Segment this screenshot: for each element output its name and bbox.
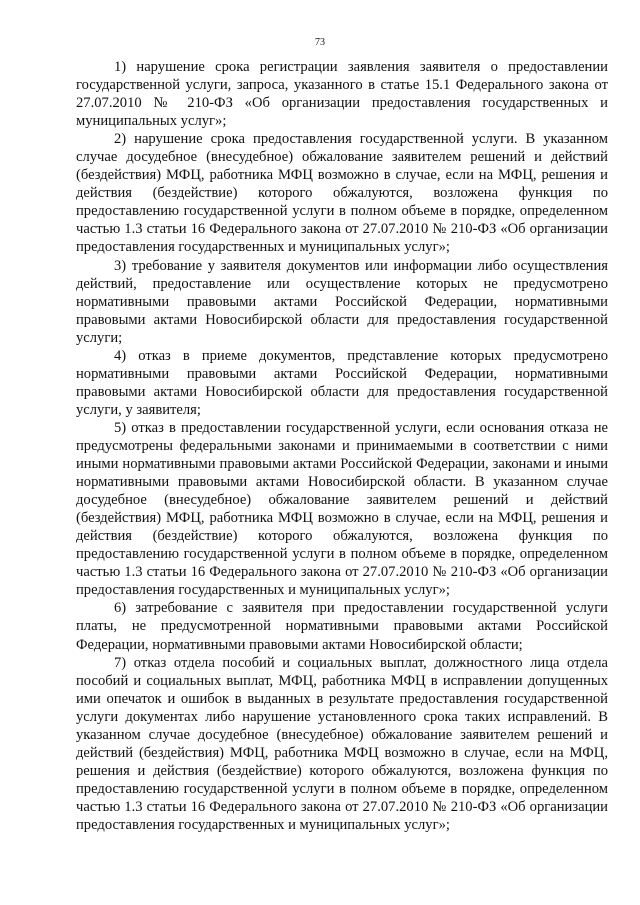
- page-number: 73: [315, 37, 325, 48]
- paragraph-item-4: 4) отказ в приеме документов, представление которых предусмотрено нормативными правовыми актами Российской Федерации, нормативными правовыми актами Новосибирской области для предоставления государственной услуги, у заявителя;: [76, 347, 608, 418]
- document-body: [76, 58, 608, 834]
- paragraph-item-6: 6) затребование с заявителя при предоставлении государственной услуги платы, не предусмотренной нормативными правовыми актами Российской Федерации, нормативными правовыми актами Новосибирской области;: [76, 600, 608, 653]
- paragraph-item-5: 5) отказ в предоставлении государственной услуги, если основания отказа не предусмотрены федеральными законами и принимаемыми в соответствии с ними иными нормативными правовыми актами Российской Федерации, законами и иными нормативными правовыми актами Новосибирской области. В указанном случае досудебное (внесудебное) обжалование заявителем решений и действий (бездействия) МФЦ, работника МФЦ возможно в случае, если на МФЦ, решения и действия (бездействие) которого обжалуются, возложена функция по предоставлению государственной услуги в полном объеме в порядке, определенном частью 1.3 статьи 16 Федерального закона от 27.07.2010 № 210-ФЗ «Об организации предоставления государственных и муниципальных услуг»;: [76, 419, 608, 599]
- paragraph-item-7: 7) отказ отдела пособий и социальных выплат, должностного лица отдела пособий и социальных выплат, МФЦ, работника МФЦ в исправлении допущенных ими опечаток и ошибок в выданных в результате предоставления государственной услуги документах либо нарушение установленного срока таких исправлений. В указанном случае досудебное (внесудебное) обжалование заявителем решений и действий (бездействия) МФЦ, работника МФЦ возможно в случае, если на МФЦ, решения и действия (бездействие) которого обжалуются, возложена функция по предоставлению государственной услуги в полном объеме в порядке, определенном частью 1.3 статьи 16 Федерального закона от 27.07.2010 № 210-ФЗ «Об организации предоставления государственных и муниципальных услуг»;: [76, 654, 608, 833]
- paragraph-item-1: 1) нарушение срока регистрации заявления заявителя о предоставлении государственной услуги, запроса, указанного в статье 15.1 Федерального закона от 27.07.2010 № 210-ФЗ «Об организации предоставления государственных и муниципальных услуг»;: [76, 59, 608, 130]
- paragraph-item-3: 3) требование у заявителя документов или информации либо осуществления действий, предоставление или осуществление которых не предусмотрено нормативными правовыми актами Российской Федерации, нормативными правовыми актами Новосибирской области для предоставления государственной услуги;: [76, 257, 608, 346]
- paragraph-item-2: 2) нарушение срока предоставления государственной услуги. В указанном случае досудебное (внесудебное) обжалование заявителем решений и действий (бездействия) МФЦ, работника МФЦ возможно в случае, если на МФЦ, решения и действия (бездействие) которого обжалуются, возложена функция по предоставлению государственной услуги в полном объеме в порядке, определенном частью 1.3 статьи 16 Федерального закона от 27.07.2010 № 210-ФЗ «Об организации предоставления государственных и муниципальных услуг»;: [76, 131, 608, 256]
